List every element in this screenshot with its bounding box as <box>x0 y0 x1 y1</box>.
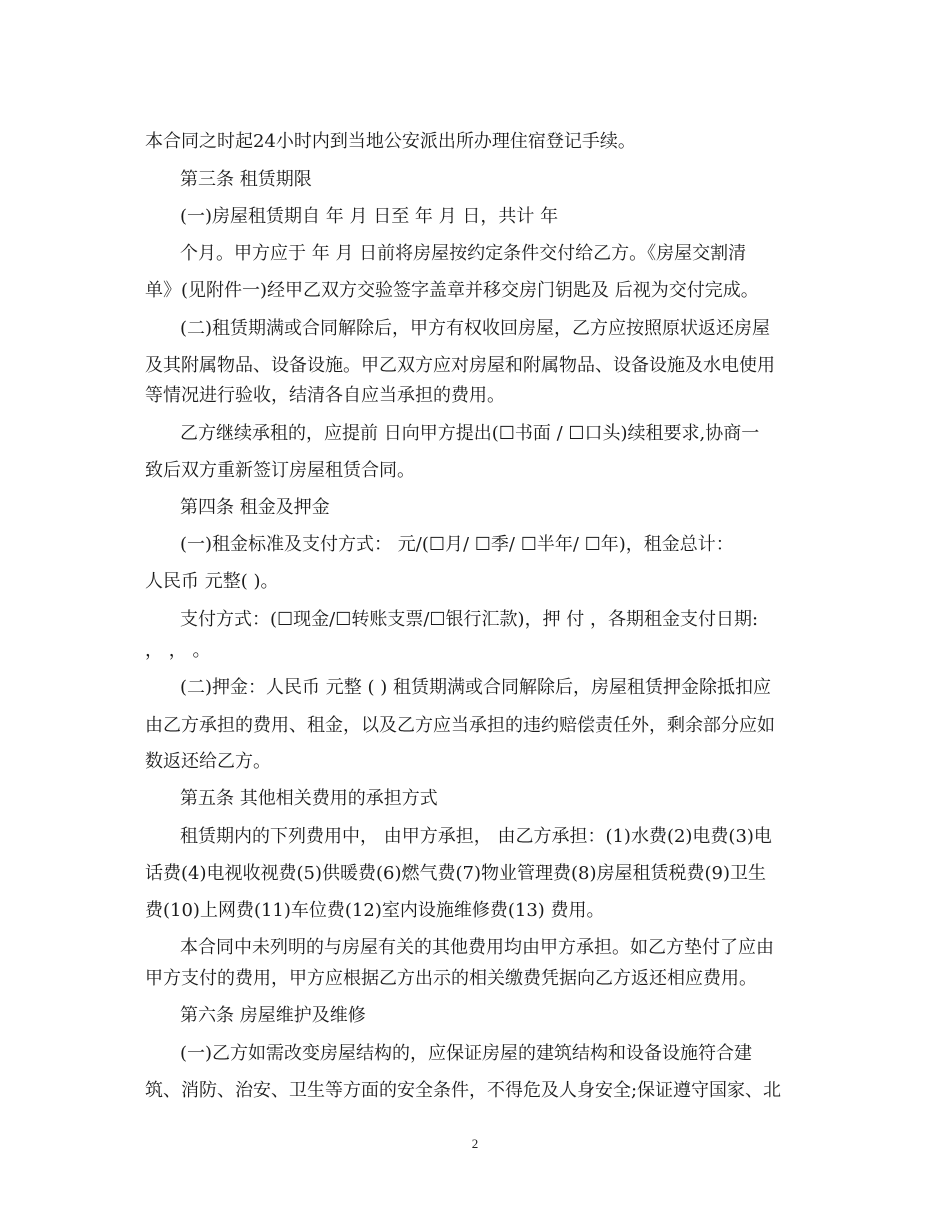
article-heading: 第六条 房屋维护及维修 <box>180 1005 366 1026</box>
text-line: 筑、消防、治安、卫生等方面的安全条件，不得危及人身安全;保证遵守国家、北 <box>145 1080 782 1101</box>
text-line: 甲方支付的费用，甲方应根据乙方出示的相关缴费凭据向乙方返还相应费用。 <box>145 968 757 989</box>
article-heading: 第三条 租赁期限 <box>180 169 312 190</box>
text-line: 租赁期内的下列费用中， 由甲方承担， 由乙方承担：(1)水费(2)电费(3)电 <box>180 826 772 847</box>
text-line: 单》(见附件一)经甲乙双方交验签字盖章并移交房门钥匙及 后视为交付完成。 <box>145 280 759 301</box>
article-heading: 第五条 其他相关费用的承担方式 <box>180 788 438 809</box>
text-line: (二)租赁期满或合同解除后，甲方有权收回房屋，乙方应按照原状返还房屋 <box>180 318 771 339</box>
text-line: 及其附属物品、设备设施。甲乙双方应对房屋和附属物品、设备设施及水电使用 <box>145 355 775 376</box>
text-line: 本合同中未列明的与房屋有关的其他费用均由甲方承担。如乙方垫付了应由 <box>180 937 774 958</box>
text-line: 支付方式：(☐现金/☐转账支票/☐银行汇款)，押 付 ，各期租金支付日期: <box>180 609 759 630</box>
page-number: 2 <box>471 1136 479 1151</box>
text-line: 等情况进行验收，结清各自应当承担的费用。 <box>145 385 505 406</box>
text-line: (二)押金：人民币 元整 ( ) 租赁期满或合同解除后，房屋租赁押金除抵扣应 <box>180 677 771 698</box>
text-line: 费(10)上网费(11)车位费(12)室内设施维修费(13) 费用。 <box>145 900 605 921</box>
text-line: (一)租金标准及支付方式： 元/(☐月/ ☐季/ ☐半年/ ☐年)，租金总计： <box>180 534 734 555</box>
text-line: 人民币 元整( )。 <box>145 571 279 592</box>
text-line: 话费(4)电视收视费(5)供暖费(6)燃气费(7)物业管理费(8)房屋租赁税费(9)卫生 <box>145 863 766 884</box>
text-line: 数返还给乙方。 <box>145 751 271 772</box>
text-line: (一)房屋租赁期自 年 月 日至 年 月 日，共计 年 <box>180 206 559 227</box>
article-heading: 第四条 租金及押金 <box>180 497 330 518</box>
text-line: 个月。甲方应于 年 月 日前将房屋按约定条件交付给乙方。《房屋交割清 <box>180 243 747 264</box>
text-line: (一)乙方如需改变房屋结构的，应保证房屋的建筑结构和设备设施符合建 <box>180 1043 753 1064</box>
text-line: 乙方继续承租的，应提前 日向甲方提出(☐书面 / ☐口头)续租要求,协商一 <box>180 423 760 444</box>
text-line: ， ， 。 <box>145 640 211 661</box>
text-line: 由乙方承担的费用、租金，以及乙方应当承担的违约赔偿责任外，剩余部分应如 <box>145 715 775 736</box>
text-line: 本合同之时起24小时内到当地公安派出所办理住宿登记手续。 <box>145 131 636 152</box>
text-line: 致后双方重新签订房屋租赁合同。 <box>145 460 415 481</box>
